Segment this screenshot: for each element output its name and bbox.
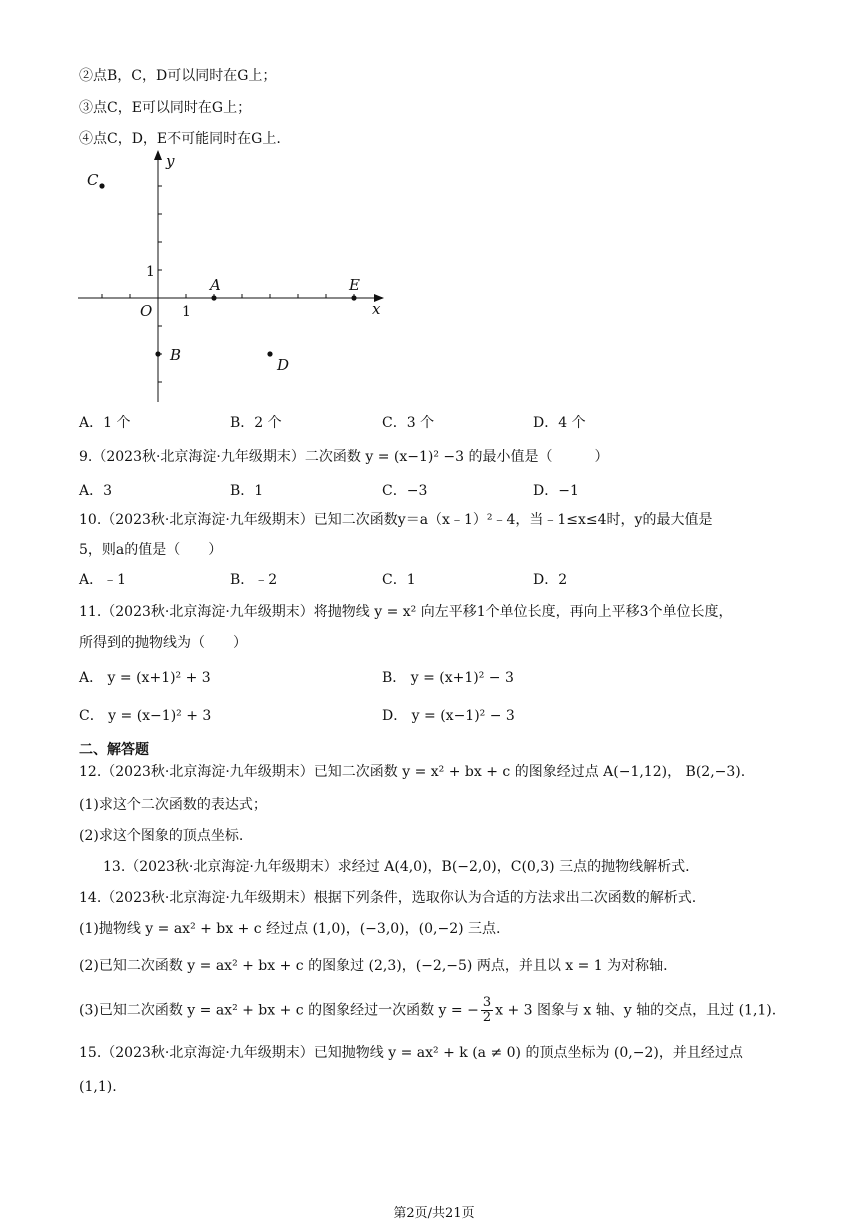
q8-option-a[interactable]: A．1 个 xyxy=(79,415,131,431)
question-10-cont: 5，则a的值是（ ） xyxy=(79,542,223,558)
label-B: B xyxy=(170,346,182,364)
section-heading: 二、解答题 xyxy=(79,742,149,758)
point-B xyxy=(155,351,160,356)
question-11: 11.（2023秋·北京海淀·九年级期末）将抛物线 y = x² 向左平移1个单位长度，再向上平移3个单位长度， xyxy=(79,604,733,620)
q11-option-c[interactable]: C． y = (x−1)² + 3 xyxy=(79,708,212,724)
page-footer: 第2页/共21页 xyxy=(393,1206,475,1221)
unit-y-label: 1 xyxy=(146,264,155,280)
origin-label: O xyxy=(140,302,153,320)
label-E: E xyxy=(349,276,360,294)
fraction-denominator: 2 xyxy=(482,1010,492,1025)
question-9: 9.（2023秋·北京海淀·九年级期末）二次函数 y = (x−1)² −3 的最小值是（ ） xyxy=(79,449,609,465)
fraction-numerator: 3 xyxy=(482,995,492,1010)
q10-option-a[interactable]: A．﹣1 xyxy=(79,572,127,588)
question-11-cont: 所得到的抛物线为（ ） xyxy=(79,635,247,651)
q9-option-d[interactable]: D．−1 xyxy=(533,483,579,499)
point-C xyxy=(99,183,104,188)
q14c-post: x + 3 图象与 x 轴、y 轴的交点，且过 (1,1). xyxy=(495,1002,777,1019)
unit-x-label: 1 xyxy=(182,304,191,320)
question-14-part-3 xyxy=(79,996,776,1025)
question-12: 12.（2023秋·北京海淀·九年级期末）已知二次函数 y = x² + bx + c 的图象经过点 A(−1,12)， B(2,−3). xyxy=(79,764,746,780)
q11-option-a[interactable]: A． y = (x+1)² + 3 xyxy=(79,670,211,686)
q9-option-a[interactable]: A．3 xyxy=(79,483,113,499)
q8-option-c[interactable]: C．3 个 xyxy=(382,415,435,431)
y-axis-arrow-icon xyxy=(154,150,162,160)
point-E xyxy=(351,295,356,300)
x-axis-label: x xyxy=(372,300,381,318)
question-12-part-1: (1)求这个二次函数的表达式； xyxy=(79,797,267,813)
question-12-part-2: (2)求这个图象的顶点坐标. xyxy=(79,828,244,844)
coordinate-graph xyxy=(76,150,396,406)
question-15-cont: (1,1). xyxy=(79,1079,117,1095)
statement-4: ④点C，D，E不可能同时在G上. xyxy=(79,131,281,147)
q10-option-d[interactable]: D．2 xyxy=(533,572,568,588)
q11-option-d[interactable]: D． y = (x−1)² − 3 xyxy=(382,708,515,724)
label-C: C xyxy=(87,171,99,189)
question-13: 13.（2023秋·北京海淀·九年级期末）求经过 A(4,0)，B(−2,0)，C(0,3) 三点的抛物线解析式. xyxy=(103,859,690,875)
q11-option-b[interactable]: B． y = (x+1)² − 3 xyxy=(382,670,514,686)
statement-3: ③点C，E可以同时在G上； xyxy=(79,100,252,116)
q8-option-d[interactable]: D．4 个 xyxy=(533,415,586,431)
y-axis-label: y xyxy=(166,152,175,170)
q10-option-c[interactable]: C．1 xyxy=(382,572,416,588)
question-14-part-1: (1)抛物线 y = ax² + bx + c 经过点 (1,0)，(−3,0)，(0,−2) 三点. xyxy=(79,921,501,937)
fraction xyxy=(481,996,493,1025)
q8-option-b[interactable]: B．2 个 xyxy=(230,415,282,431)
point-A xyxy=(211,295,216,300)
point-D xyxy=(267,351,272,356)
question-14-part-2: (2)已知二次函数 y = ax² + bx + c 的图象过 (2,3)，(−2,−5) 两点，并且以 x = 1 为对称轴. xyxy=(79,958,668,974)
statement-2: ②点B，C，D可以同时在G上； xyxy=(79,68,277,84)
question-14: 14.（2023秋·北京海淀·九年级期末）根据下列条件，选取你认为合适的方法求出二次函数的解析式. xyxy=(79,890,697,906)
question-10: 10.（2023秋·北京海淀·九年级期末）已知二次函数y＝a（x﹣1）²﹣4，当﹣1≤x≤4时，y的最大值是 xyxy=(79,512,713,528)
q9-option-b[interactable]: B．1 xyxy=(230,483,264,499)
q10-option-b[interactable]: B．﹣2 xyxy=(230,572,278,588)
label-A: A xyxy=(210,276,221,294)
q9-option-c[interactable]: C．−3 xyxy=(382,483,428,499)
q14c-pre: (3)已知二次函数 y = ax² + bx + c 的图象经过一次函数 y = − xyxy=(79,1002,479,1019)
label-D: D xyxy=(277,356,290,374)
question-15: 15.（2023秋·北京海淀·九年级期末）已知抛物线 y = ax² + k (a ≠ 0) 的顶点坐标为 (0,−2)，并且经过点 xyxy=(79,1045,743,1061)
